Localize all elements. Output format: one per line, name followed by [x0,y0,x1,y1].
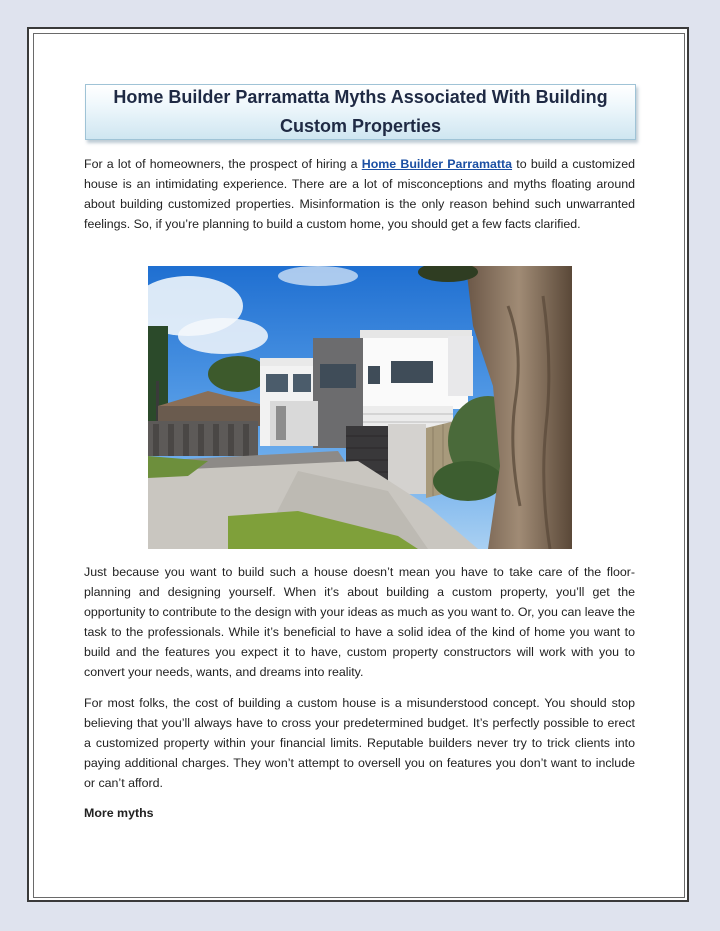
intro-paragraph [84,154,635,234]
paragraph-design: Just because you want to build such a house doesn’t mean you have to take care of the floor-planning and designing yourself. When it’s about building a custom property, you’ll get the opportunity to contribute to the design with your ideas as much as you want to. Or, you can leave the task to the professionals. While it’s beneficial to have a solid idea of the kind of home you want to build and the features you expect it to have, custom property constructors will work with you to convert your needs, wants, and dreams into reality. [84,565,636,679]
more-myths-heading: More myths [84,806,154,820]
title-box [85,84,636,140]
home-builder-parramatta-link[interactable]: Home Builder Parramatta [361,157,513,171]
intro-text-before-link: For a lot of homeowners, the prospect of hiring a [84,157,362,171]
document-title: Home Builder Parramatta Myths Associated With Building Custom Properties [113,87,608,136]
paragraph-cost: For most folks, the cost of building a custom house is a misunderstood concept. You should stop believing that you’ll always have to cross your predetermined budget. It’s perfectly possible to erect a customized property within your financial limits. Reputable builders never try to trick clients into paying additional charges. They won’t attempt to oversell you on features you don’t want to include or can’t afford. [84,696,635,790]
house-photo [148,266,572,549]
intro-text-after-link: to build a customized house is an intimidating experience. There are a lot of misconceptions and myths floating around about building customized properties. Misinformation is the only reason behind such unwarranted feelings. So, if you’re planning to build a custom home, you should get a few facts clarified. [84,157,635,231]
